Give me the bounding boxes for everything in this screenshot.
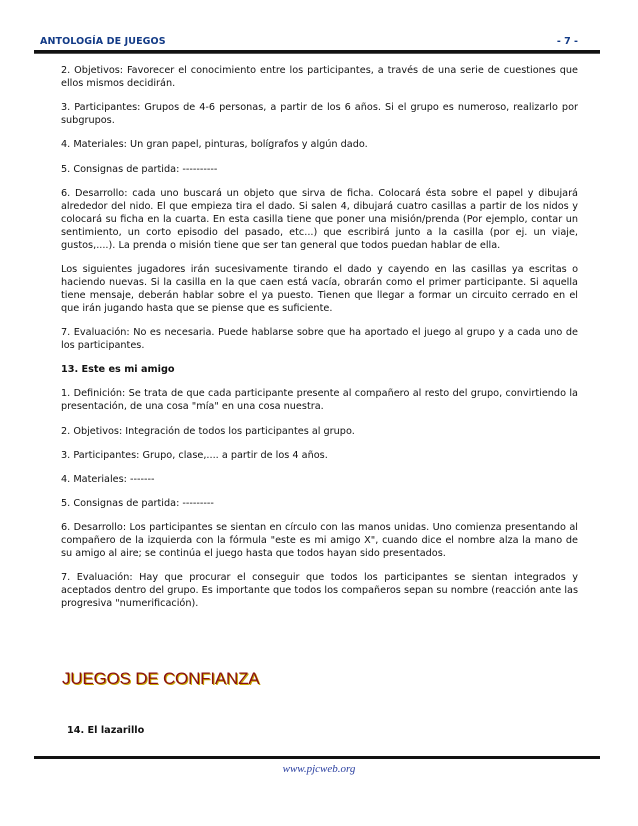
header-rule <box>34 50 600 54</box>
heading-juegos-de-confianza: JUEGOS DE CONFIANZA <box>62 669 260 688</box>
paragraph-objetivos: 2. Objetivos: Favorecer el conocimiento entre los participantes, a través de una serie de cuestiones que ellos mismos decidirán. <box>61 65 578 89</box>
paragraph-desarrollo-13: 6. Desarrollo: Los participantes se sientan en círculo con las manos unidas. Uno comienza presentando al compañero de la izquierda con la fórmula "este es mi amigo X", cuando dice el nombre alza la mano de su amigo al aire; se continúa el juego hasta que todos hayan sido presentados. <box>61 522 578 560</box>
paragraph-participantes: 3. Participantes: Grupos de 4-6 personas, a partir de los 6 años. Si el grupo es numeroso, realizarlo por subgrupos. <box>61 102 578 127</box>
page-header <box>40 36 600 50</box>
footer-website-link[interactable]: www.pjcweb.org <box>282 763 356 775</box>
paragraph-materiales: 4. Materiales: Un gran papel, pinturas, bolígrafos y algún dado. <box>61 139 368 151</box>
paragraph-objetivos-13: 2. Objetivos: Integración de todos los participantes al grupo. <box>61 425 355 437</box>
document-title: ANTOLOGÍA DE JUEGOS <box>40 36 166 47</box>
paragraph-evaluacion: 7. Evaluación: No es necesaria. Puede hablarse sobre que ha aportado el juego al grupo y a cada uno de los participantes. <box>61 327 578 352</box>
paragraph-desarrollo-cont: Los siguientes jugadores irán sucesivamente tirando el dado y cayendo en las casillas ya escritas o haciendo nuevas. Si la casilla en la que caen está vacía, obrarán como el primer participante. Si aquella tiene mensaje, deberán hablar sobre el ya puesto. Tienen que llegar a formar un circuito cerrado en el que irán jugando hasta que se piense que es suficiente. <box>61 263 578 314</box>
section-title-14: 14. El lazarillo <box>67 725 145 736</box>
paragraph-desarrollo: 6. Desarrollo: cada uno buscará un objeto que sirva de ficha. Colocará ésta sobre el papel y dibujará alrededor del nido. El que empieza tira el dado. Si salen 4, dibujará cuatro casillas a partir de los nidos y colocará su ficha en la cuarta. En esta casilla tiene que poner una misión/prenda (Por ejemplo, contar un sentimiento, un corto episodio del pasado, etc...) que escribirá junto a la casilla (por ej. un viaje, gustos,....). La prenda o misión tiene que ser tan general que todos puedan hablar de ella. <box>61 187 578 251</box>
body-content <box>61 64 578 622</box>
page-number: - 7 - <box>556 36 578 47</box>
paragraph-definicion: 1. Definición: Se trata de que cada participante presente al compañero al resto del grupo, convirtiendo la presentación, de una cosa "mía" en una cosa nuestra. <box>61 388 578 413</box>
paragraph-evaluacion-13: 7. Evaluación: Hay que procurar el conseguir que todos los participantes se sientan integrados y aceptados dentro del grupo. Es importante que todos los compañeros sepan su nombre (reacción ante las progresiva "numerificación). <box>61 572 578 610</box>
paragraph-consignas: 5. Consignas de partida: ---------- <box>61 163 218 175</box>
paragraph-materiales-13: 4. Materiales: ------- <box>61 473 155 485</box>
section-title-13: 13. Este es mi amigo <box>61 364 175 376</box>
paragraph-participantes-13: 3. Participantes: Grupo, clase,.... a partir de los 4 años. <box>61 449 328 461</box>
paragraph-consignas-13: 5. Consignas de partida: --------- <box>61 498 214 510</box>
footer-rule <box>34 756 600 759</box>
